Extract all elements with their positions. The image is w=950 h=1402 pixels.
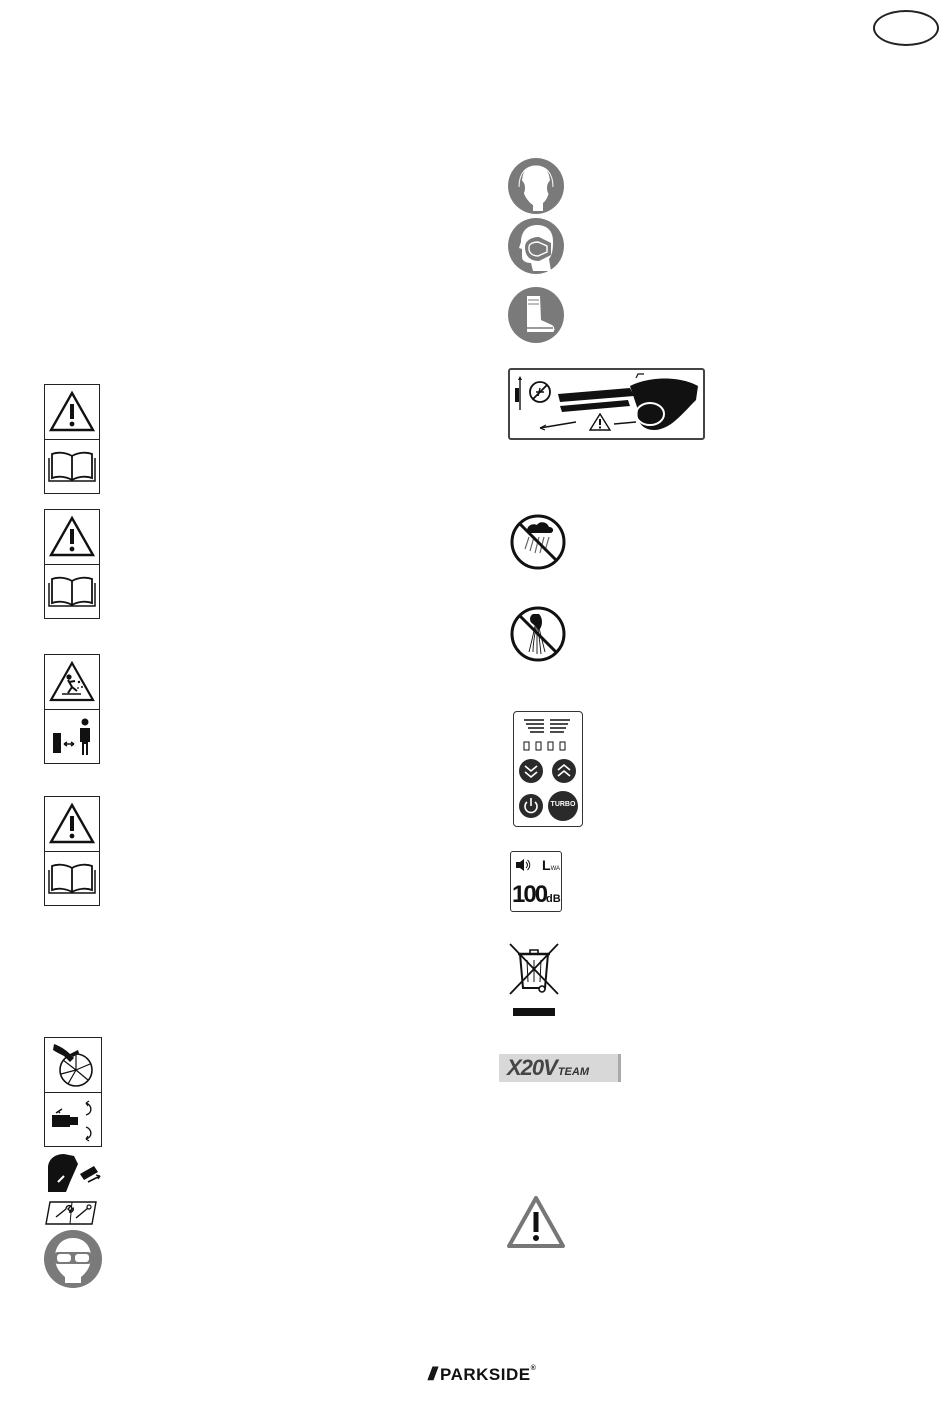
maintenance-manual-icon: [44, 1200, 100, 1226]
warning-triangle-icon: [506, 1194, 566, 1250]
language-badge: [873, 10, 939, 46]
x20v-team-logo: [499, 1054, 621, 1082]
warning-triangle-icon: [45, 510, 99, 564]
flying-objects-distance-pictogram: [44, 654, 100, 764]
rotating-impeller-hand-icon: [45, 1038, 101, 1092]
registered-mark: ®: [530, 1364, 537, 1372]
remove-battery-icon: [44, 1152, 104, 1194]
logo-prefix: X20V: [507, 1055, 557, 1080]
speaker-icon: [515, 857, 531, 873]
warning-manual-pictogram-2: [44, 509, 100, 619]
parkside-logo: [428, 1364, 536, 1385]
wear-dust-mask-icon: [507, 217, 565, 275]
control-panel-illustration: [513, 711, 583, 827]
warning-triangle-icon: [45, 797, 99, 851]
read-manual-icon: [45, 564, 99, 618]
no-water-spray-icon: [509, 604, 567, 664]
remove-battery-icon: [45, 1092, 101, 1146]
read-manual-icon: [45, 851, 99, 905]
wear-boots-icon: [507, 286, 565, 344]
read-manual-icon: [45, 439, 99, 493]
warning-manual-pictogram-3: [44, 796, 100, 906]
warning-manual-pictogram-1: [44, 384, 100, 494]
flying-objects-icon: [45, 655, 99, 709]
warning-triangle-icon: [45, 385, 99, 439]
sound-power-value: 100dB: [512, 881, 561, 908]
noise-level-label: [510, 851, 562, 912]
turbo-label: TURBO: [550, 801, 576, 808]
no-rain-icon: [509, 513, 567, 571]
blower-warning-label: [508, 368, 705, 440]
keep-bystanders-away-icon: [45, 709, 99, 763]
wear-ear-protection-icon: [507, 157, 565, 215]
weee-bin-icon: [508, 942, 560, 1018]
sound-power-symbol: LWA: [542, 857, 561, 873]
logo-suffix: TEAM: [557, 1066, 589, 1078]
impeller-battery-pictogram: [44, 1037, 102, 1147]
wear-eye-protection-icon: [43, 1229, 103, 1289]
brand-mark: ///: [428, 1364, 435, 1384]
brand-name: PARKSIDE: [440, 1364, 531, 1384]
